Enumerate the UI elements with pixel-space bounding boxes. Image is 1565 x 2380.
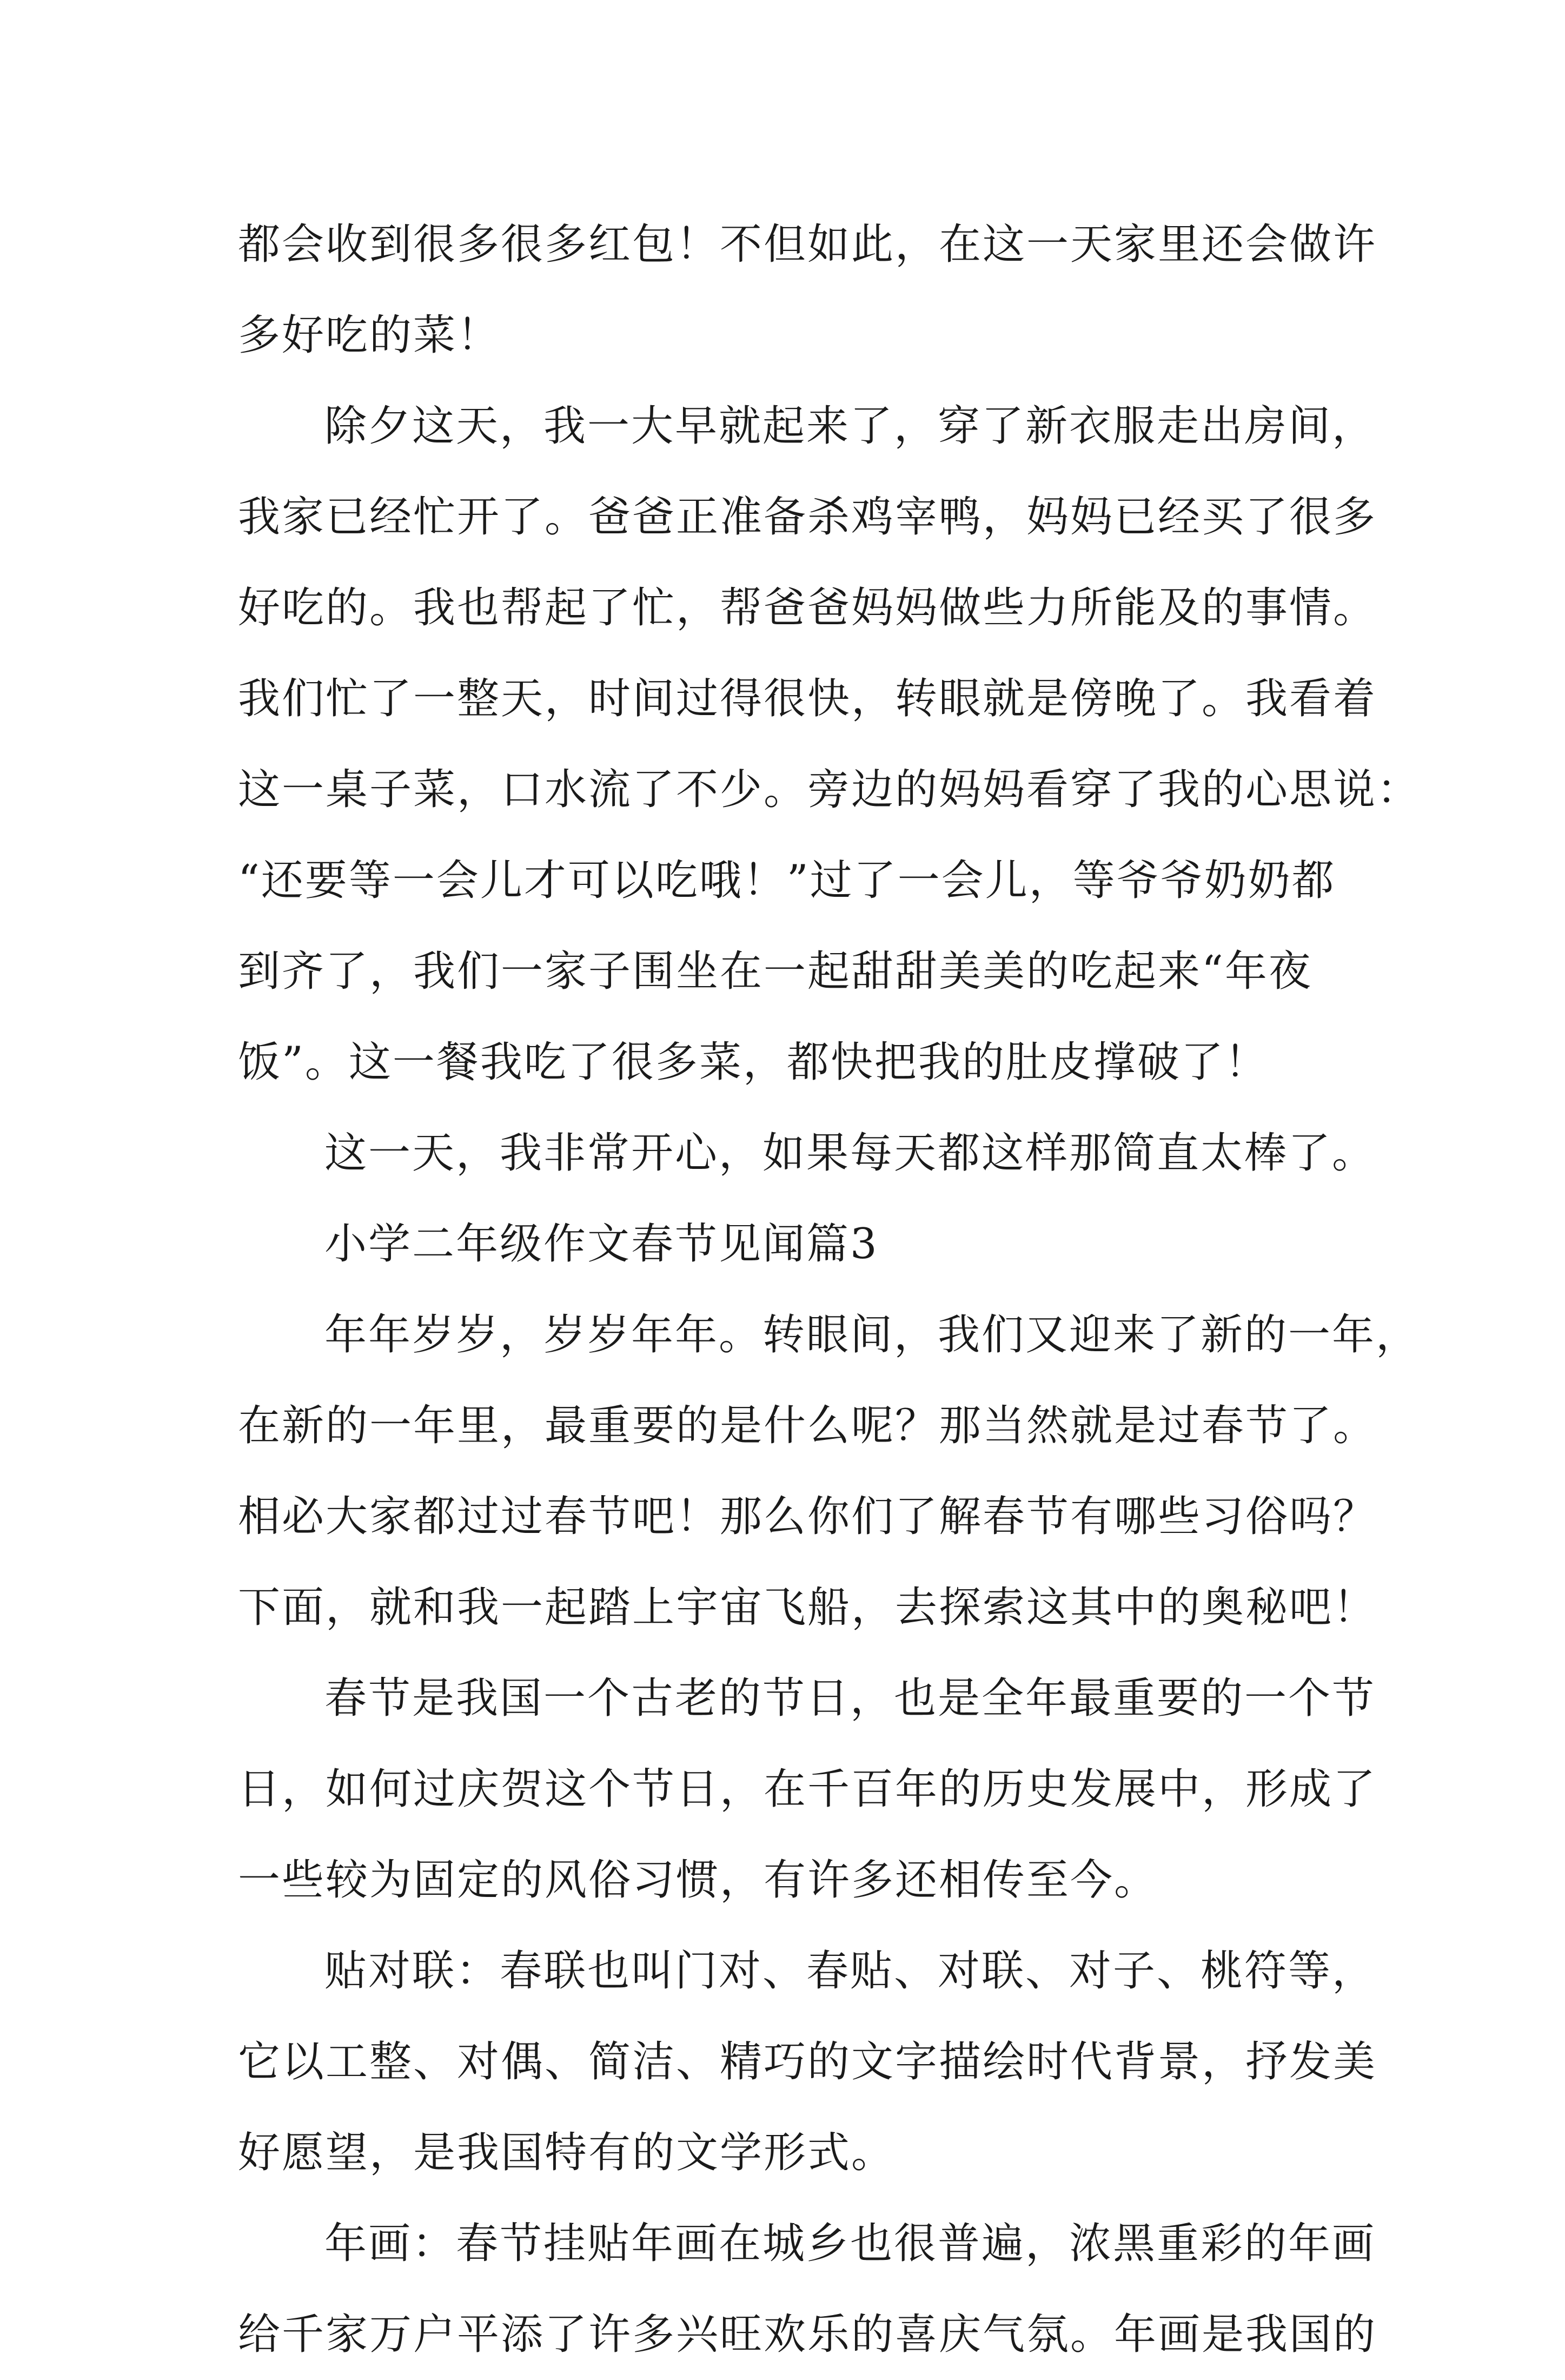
text-line: 除夕这天，我一大早就起来了，穿了新衣服走出房间， bbox=[324, 402, 1376, 451]
text-line: 好愿望，是我国特有的文学形式。 bbox=[238, 2128, 896, 2177]
text-line: “还要等一会儿才可以吃哦！”过了一会儿，等爷爷奶奶都 bbox=[238, 856, 1336, 905]
text-line: 我家已经忙开了。爸爸正准备杀鸡宰鸭，妈妈已经买了很多 bbox=[238, 493, 1377, 541]
text-line: 我们忙了一整天，时间过得很快，转眼就是傍晚了。我看着 bbox=[238, 675, 1377, 723]
text-line: 这一天，我非常开心，如果每天都这样那简直太棒了。 bbox=[324, 1129, 1376, 1178]
text-line: 一些较为固定的风俗习惯，有许多还相传至今。 bbox=[238, 1856, 1158, 1905]
text-line: 好吃的。我也帮起了忙，帮爸爸妈妈做些力所能及的事情。 bbox=[238, 584, 1377, 632]
text-line: 春节是我国一个古老的节日，也是全年最重要的一个节 bbox=[324, 1674, 1376, 1723]
text-line: 贴对联：春联也叫门对、春贴、对联、对子、桃符等， bbox=[324, 1947, 1376, 1995]
text-line: 在新的一年里，最重要的是什么呢？那当然就是过春节了。 bbox=[238, 1401, 1377, 1450]
text-line: 多好吃的菜！ bbox=[238, 311, 501, 360]
text-line: 饭”。这一餐我吃了很多菜，都快把我的肚皮撑破了！ bbox=[238, 1038, 1269, 1087]
text-line: 年画：春节挂贴年画在城乡也很普遍，浓黑重彩的年画 bbox=[324, 2219, 1376, 2268]
text-line: 年年岁岁，岁岁年年。转眼间，我们又迎来了新的一年， bbox=[324, 1311, 1420, 1359]
document-body bbox=[238, 199, 1421, 2380]
text-line: 下面，就和我一起踏上宇宙飞船，去探索这其中的奥秘吧！ bbox=[238, 1583, 1377, 1632]
text-line: 给千家万户平添了许多兴旺欢乐的喜庆气氛。年画是我国的 bbox=[238, 2310, 1377, 2359]
text-line: 到齐了，我们一家子围坐在一起甜甜美美的吃起来“年夜 bbox=[238, 947, 1312, 996]
text-line: 它以工整、对偶、简洁、精巧的文字描绘时代背景，抒发美 bbox=[238, 2038, 1377, 2086]
text-line: 这一桌子菜，口水流了不少。旁边的妈妈看穿了我的心思说： bbox=[238, 765, 1421, 814]
text-line: 相必大家都过过春节吧！那么你们了解春节有哪些习俗吗？ bbox=[238, 1492, 1377, 1541]
text-line: 小学二年级作文春节见闻篇3 bbox=[324, 1220, 879, 1268]
text-line: 都会收到很多很多红包！不但如此，在这一天家里还会做许 bbox=[238, 220, 1377, 269]
text-line: 日，如何过庆贺这个节日，在千百年的历史发展中，形成了 bbox=[238, 1765, 1377, 1814]
